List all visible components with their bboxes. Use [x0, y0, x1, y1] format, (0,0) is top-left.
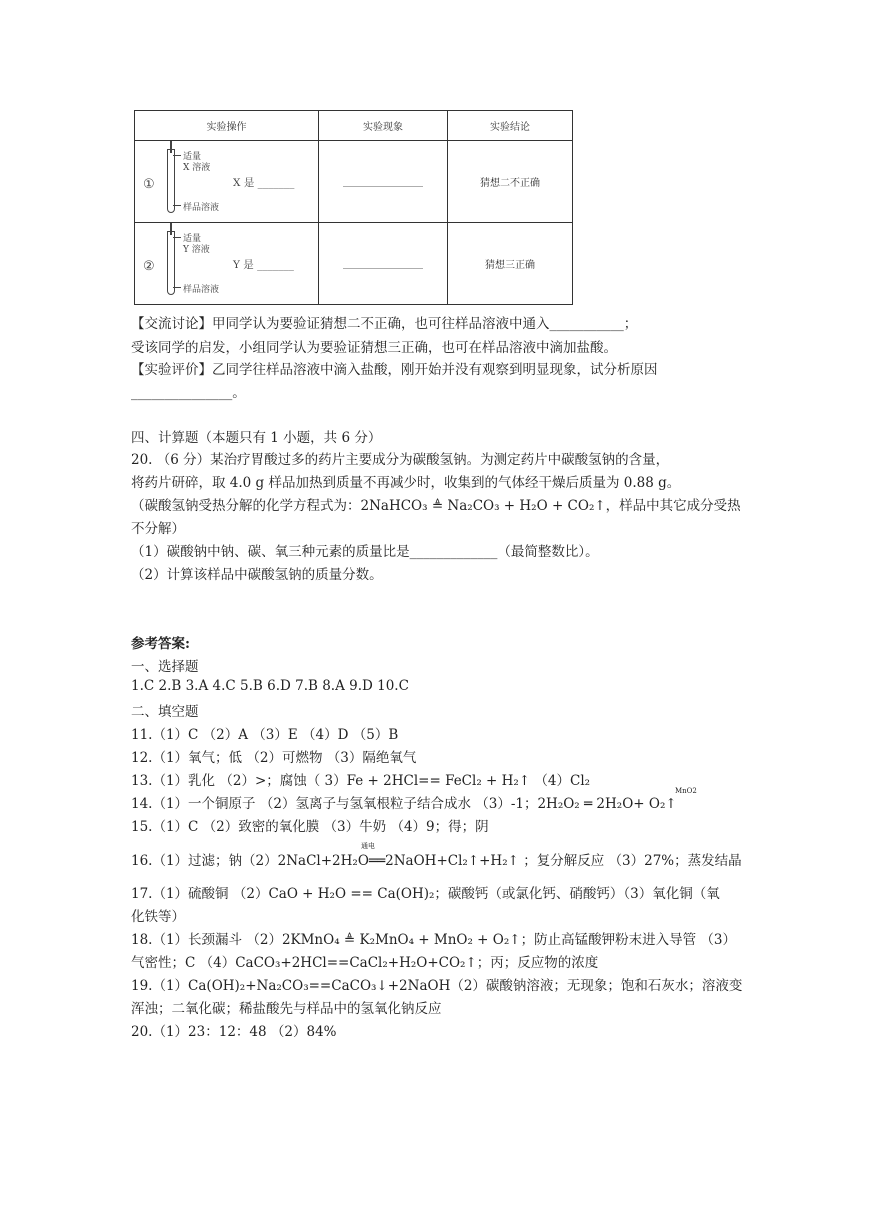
q20-line-1: 20. （6 分）某治疗胃酸过多的药片主要成分为碳酸氢钠。为测定药片中碳酸氢钠的含量，	[131, 452, 670, 468]
table-row	[135, 141, 573, 223]
answer-15: 15.（1）C （2）致密的氧化膜 （3）牛奶 （4）9；得；阴	[131, 819, 489, 835]
sample-label: 样品溶液	[183, 285, 220, 295]
answers-section-2: 二、填空题	[131, 704, 199, 720]
condition-label: 通电	[361, 842, 375, 850]
answer-12: 12.（1）氧气；低 （2）可燃物 （3）隔绝氧气	[131, 750, 417, 766]
reagent-x-blank: X 是 _______	[233, 177, 295, 189]
q20-line-4: 不分解）	[131, 521, 185, 537]
answer-17-line-1: 17.（1）硫酸铜 （2）CaO + H₂O == Ca(OH)₂；碳酸钙（或氯化钙、硝酸钙）（3）氧化铜（氧	[131, 886, 720, 902]
phenomenon-cell: ________________	[319, 223, 448, 305]
reagent-name: X 溶液	[183, 163, 211, 173]
evaluation-line-1: 【实验评价】乙同学往样品溶液中滴入盐酸，刚开始并没有观察到明显现象，试分析原因	[131, 362, 658, 378]
answer-18-line-2: 气密性；C （4）CaCO₃+2HCl==CaCl₂+H₂O+CO₂↑；丙；反应物的浓度	[131, 955, 599, 971]
row-number: ①	[143, 177, 155, 192]
header-operation: 实验操作	[135, 111, 319, 141]
answers-title: 参考答案:	[131, 636, 190, 652]
discussion-line-2: 受该同学的启发，小组同学认为要验证猜想三正确，也可在样品溶液中滴加盐酸。	[131, 340, 617, 356]
sample-label: 样品溶液	[183, 203, 220, 213]
answer-11: 11.（1）C （2）A （3）E （4）D （5）B	[131, 727, 399, 743]
reagent-name: Y 溶液	[183, 245, 210, 255]
experiment-table	[134, 110, 573, 305]
table-row	[135, 223, 573, 305]
answer-18-line-1: 18.（1）长颈漏斗 （2）2KMnO₄ ≜ K₂MnO₄ + MnO₂ + O₂↑；防止高锰酸钾粉末进入导管 （3）	[131, 932, 736, 948]
answers-section-1: 一、选择题	[131, 659, 199, 675]
test-tube-icon	[167, 149, 175, 213]
q20-part-1: （1）碳酸钠中钠、碳、氧三种元素的质量比是_____________（最简整数比）。	[131, 544, 599, 560]
q20-line-3: （碳酸氢钠受热分解的化学方程式为：2NaHCO₃ ≜ Na₂CO₃ + H₂O + CO₂↑，样品中其它成分受热	[131, 498, 741, 514]
answer-20: 20.（1）23：12：48 （2）84%	[131, 1024, 337, 1040]
q20-line-2: 将药片研碎，取 4.0 g 样品加热到质量不再减少时，收集到的气体经干燥后质量为 0.88 g。	[131, 475, 681, 491]
reagent-amount: 适量	[183, 234, 202, 244]
answer-17-line-2: 化铁等）	[131, 909, 185, 925]
operation-cell	[135, 223, 319, 305]
section-4-title: 四、计算题（本题只有 1 小题，共 6 分）	[131, 430, 382, 446]
reagent-amount: 适量	[183, 152, 202, 162]
catalyst-label: MnO2	[675, 787, 697, 795]
answer-14: 14.（1）一个铜原子 （2）氢离子与氢氧根粒子结合成水 （3）-1；2H₂O₂ ═ 2H₂O+ O₂↑	[131, 796, 677, 812]
row-number: ②	[143, 259, 155, 274]
header-conclusion: 实验结论	[448, 111, 573, 141]
answer-16: 16.（1）过滤；钠（2）2NaCl+2H₂O══2NaOH+Cl₂↑+H₂↑ ；复分解反应 （3）27%；蒸发结晶	[131, 853, 742, 869]
answer-13: 13.（1）乳化 （2）>；腐蚀（ 3）Fe + 2HCl== FeCl₂ + H₂↑ （4）Cl₂	[131, 773, 591, 789]
reagent-y-blank: Y 是 _______	[233, 259, 294, 271]
conclusion-cell: 猜想三正确	[448, 223, 573, 305]
answer-19-line-1: 19.（1）Ca(OH)₂+Na₂CO₃==CaCO₃↓+2NaOH（2）碳酸钠溶液；无现象；饱和石灰水；溶液变	[131, 978, 743, 994]
q20-part-2: （2）计算该样品中碳酸氢钠的质量分数。	[131, 567, 383, 583]
phenomenon-cell: ________________	[319, 141, 448, 223]
answer-19-line-2: 浑浊；二氧化碳；稀盐酸先与样品中的氢氧化钠反应	[131, 1001, 442, 1017]
test-tube-icon	[167, 231, 175, 295]
answer-choice: 1.C 2.B 3.A 4.C 5.B 6.D 7.B 8.A 9.D 10.C	[131, 678, 409, 694]
table-header-row	[135, 111, 573, 141]
header-phenomenon: 实验现象	[319, 111, 448, 141]
discussion-line-1: 【交流讨论】甲同学认为要验证猜想二不正确，也可往样品溶液中通入___________；	[131, 316, 638, 332]
operation-cell	[135, 141, 319, 223]
evaluation-line-2: _______________。	[131, 385, 246, 401]
conclusion-cell: 猜想二不正确	[448, 141, 573, 223]
